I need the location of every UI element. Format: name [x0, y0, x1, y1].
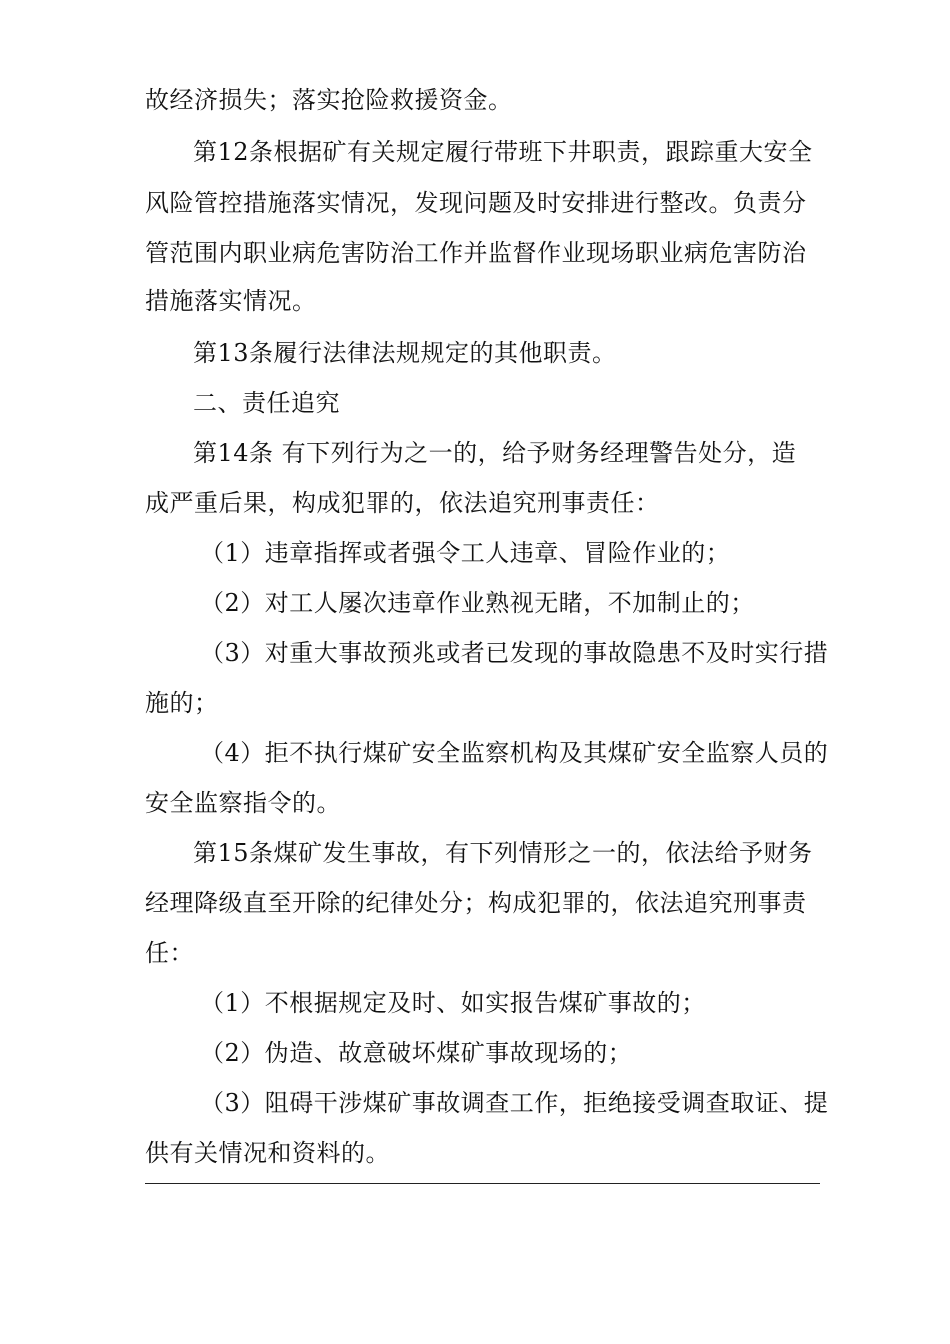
text-line: 措施落实情况。 — [145, 287, 317, 315]
section-heading: 二、责任追究 — [193, 389, 340, 417]
text-line: 经理降级直至开除的纪律处分；构成犯罪的，依法追究刑事责 — [145, 889, 807, 917]
list-item: （2）对工人屡次违章作业熟视无睹，不加制止的； — [200, 589, 755, 617]
article-13-text: 第13条履行法律法规规定的其他职责。 — [193, 339, 617, 367]
text-line: 任： — [145, 939, 194, 967]
list-item: （1）不根据规定及时、如实报告煤矿事故的； — [200, 989, 706, 1017]
text-line: 风险管控措施落实情况，发现问题及时安排进行整改。负责分 — [145, 189, 807, 217]
list-item: （3）阻碍干涉煤矿事故调查工作，拒绝接受调查取证、提 — [200, 1089, 829, 1117]
list-item: （2）伪造、故意破坏煤矿事故现场的； — [200, 1039, 633, 1067]
text-line: 管范围内职业病危害防治工作并监督作业现场职业病危害防治 — [145, 239, 807, 267]
article-12-text: 第12条根据矿有关规定履行带班下井职责，跟踪重大安全 — [193, 138, 813, 166]
list-item: （3）对重大事故预兆或者已发现的事故隐患不及时实行措 — [200, 639, 829, 667]
text-line: 施的； — [145, 689, 219, 717]
text-line: 故经济损失；落实抢险救援资金。 — [145, 86, 513, 114]
footer-divider — [145, 1183, 820, 1184]
article-14-text: 第14条 有下列行为之一的，给予财务经理警告处分，造 — [193, 439, 797, 467]
text-line: 成严重后果，构成犯罪的，依法追究刑事责任： — [145, 489, 660, 517]
list-item: （4）拒不执行煤矿安全监察机构及其煤矿安全监察人员的 — [200, 739, 829, 767]
list-item: （1）违章指挥或者强令工人违章、冒险作业的； — [200, 539, 731, 567]
article-15-text: 第15条煤矿发生事故，有下列情形之一的，依法给予财务 — [193, 839, 813, 867]
text-line: 供有关情况和资料的。 — [145, 1139, 390, 1167]
text-line: 安全监察指令的。 — [145, 789, 341, 817]
